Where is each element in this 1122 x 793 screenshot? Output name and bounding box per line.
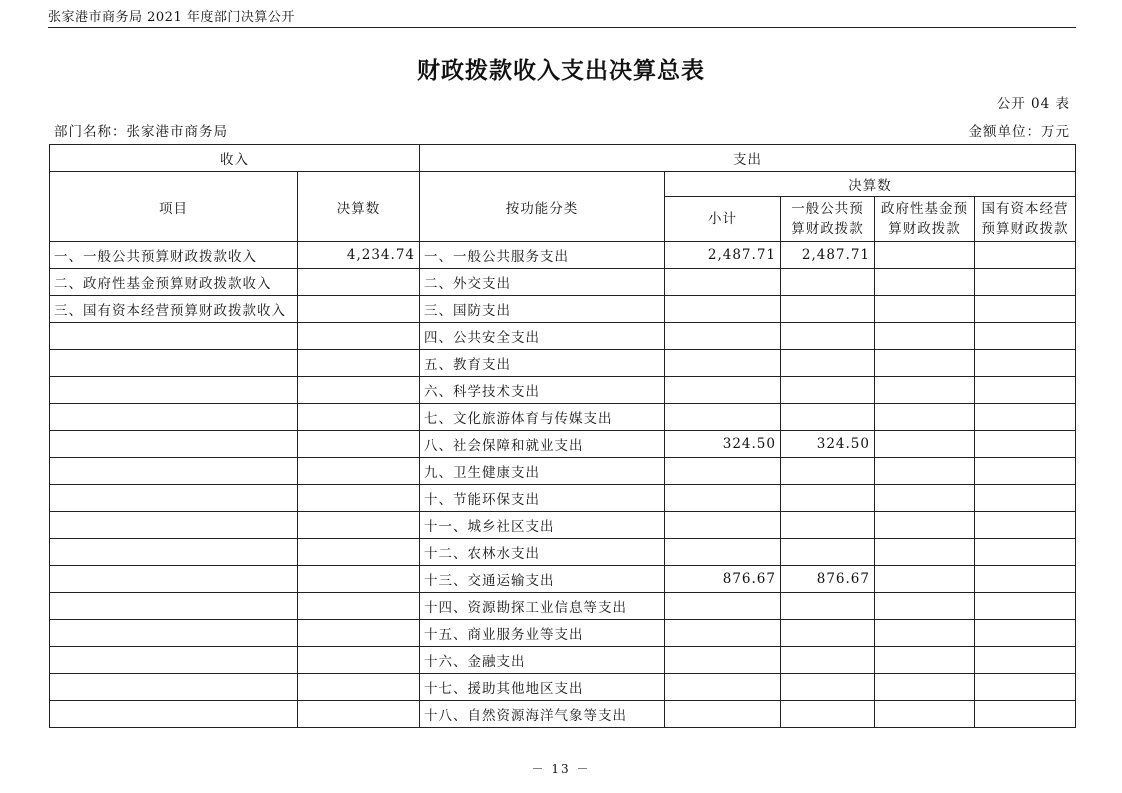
general-budget-cell [781,323,875,350]
expense-item-cell: 十四、资源勘探工业信息等支出 [420,593,665,620]
income-amount-cell [298,323,420,350]
expense-item-cell: 三、国防支出 [420,296,665,323]
income-amount-cell [298,701,420,728]
expense-item-cell: 二、外交支出 [420,269,665,296]
gov-fund-cell [875,674,975,701]
gov-fund-cell [875,620,975,647]
table-body [50,242,1076,728]
income-item-cell [50,323,298,350]
expense-item-cell: 九、卫生健康支出 [420,458,665,485]
gov-fund-cell [875,539,975,566]
general-budget-cell: 324.50 [781,431,875,458]
subtotal-cell [665,296,781,323]
subtotal-cell [665,674,781,701]
amount-unit: 金额单位：万元 [968,124,1070,140]
income-item-cell [50,431,298,458]
department-name: 部门名称：张家港市商务局 [54,124,228,140]
expense-item-cell: 十七、援助其他地区支出 [420,674,665,701]
state-capital-cell [975,485,1076,512]
income-item-cell: 二、政府性基金预算财政拨款收入 [50,269,298,296]
gov-fund-cell [875,350,975,377]
form-number: 公开 04 表 [996,96,1070,112]
expense-item-cell: 七、文化旅游体育与传媒支出 [420,404,665,431]
state-capital-cell [975,647,1076,674]
state-capital-cell [975,566,1076,593]
general-budget-cell [781,674,875,701]
state-capital-cell [975,539,1076,566]
state-capital-cell [975,242,1076,269]
gov-fund-cell [875,377,975,404]
table-row [50,242,1076,269]
gov-fund-cell [875,269,975,296]
table-row [50,512,1076,539]
gov-fund-cell [875,485,975,512]
expense-item-cell: 五、教育支出 [420,350,665,377]
general-budget-cell [781,269,875,296]
subtotal-cell [665,458,781,485]
general-budget-cell [781,458,875,485]
income-amount-cell [298,431,420,458]
general-budget-cell [781,350,875,377]
gov-fund-header: 政府性基金预算财政拨款 [875,197,975,242]
gov-fund-cell [875,296,975,323]
state-capital-cell [975,620,1076,647]
income-item-cell [50,701,298,728]
table-row [50,701,1076,728]
gov-fund-cell [875,647,975,674]
subtotal-header: 小计 [665,197,781,242]
table-row [50,674,1076,701]
final-amount-header: 决算数 [665,172,1076,197]
general-budget-cell [781,485,875,512]
table-row [50,566,1076,593]
income-item-cell [50,593,298,620]
income-item-cell [50,377,298,404]
general-budget-cell [781,620,875,647]
income-item-cell [50,647,298,674]
income-amount-cell [298,566,420,593]
table-row [50,485,1076,512]
expense-item-cell: 十三、交通运输支出 [420,566,665,593]
gov-fund-cell [875,593,975,620]
gov-fund-cell [875,323,975,350]
income-item-cell: 三、国有资本经营预算财政拨款收入 [50,296,298,323]
general-budget-cell [781,404,875,431]
table-row [50,647,1076,674]
subtotal-cell [665,512,781,539]
income-amount-cell [298,512,420,539]
gov-fund-cell [875,404,975,431]
income-amount-cell [298,647,420,674]
gov-fund-cell [875,242,975,269]
page-number: － 13 － [531,762,591,776]
income-item-cell [50,566,298,593]
income-amount-cell [298,674,420,701]
expense-item-cell: 四、公共安全支出 [420,323,665,350]
income-header: 收入 [50,145,420,172]
income-amount-cell: 4,234.74 [298,242,420,269]
income-amount-cell [298,485,420,512]
table-row [50,323,1076,350]
state-capital-cell [975,458,1076,485]
general-budget-cell [781,296,875,323]
subtotal-cell [665,647,781,674]
general-budget-cell: 2,487.71 [781,242,875,269]
general-budget-header: 一般公共预算财政拨款 [781,197,875,242]
general-budget-cell [781,701,875,728]
gov-fund-cell [875,458,975,485]
state-capital-cell [975,296,1076,323]
subtotal-cell [665,701,781,728]
income-item-cell [50,458,298,485]
state-capital-cell [975,431,1076,458]
state-capital-cell [975,512,1076,539]
state-capital-header: 国有资本经营预算财政拨款 [975,197,1076,242]
income-amount-header: 决算数 [298,172,420,242]
income-amount-cell [298,593,420,620]
gov-fund-cell [875,566,975,593]
page-title: 财政拨款收入支出决算总表 [417,58,705,84]
budget-table [49,144,1076,728]
table-row [50,377,1076,404]
income-item-cell [50,620,298,647]
expense-item-cell: 一、一般公共服务支出 [420,242,665,269]
subtotal-cell [665,620,781,647]
income-amount-cell [298,539,420,566]
income-item-cell [50,512,298,539]
expense-item-cell: 十、节能环保支出 [420,485,665,512]
income-amount-cell [298,377,420,404]
item-header: 项目 [50,172,298,242]
expense-header: 支出 [420,145,1076,172]
income-amount-cell [298,296,420,323]
income-amount-cell [298,350,420,377]
function-class-header: 按功能分类 [420,172,665,242]
income-item-cell: 一、一般公共预算财政拨款收入 [50,242,298,269]
general-budget-cell [781,593,875,620]
general-budget-cell [781,512,875,539]
table-row [50,404,1076,431]
expense-item-cell: 十二、农林水支出 [420,539,665,566]
table-row [50,458,1076,485]
expense-item-cell: 十八、自然资源海洋气象等支出 [420,701,665,728]
state-capital-cell [975,404,1076,431]
income-item-cell [50,539,298,566]
subtotal-cell: 324.50 [665,431,781,458]
gov-fund-cell [875,431,975,458]
subtotal-cell [665,323,781,350]
state-capital-cell [975,377,1076,404]
expense-item-cell: 十五、商业服务业等支出 [420,620,665,647]
state-capital-cell [975,593,1076,620]
subtotal-cell: 876.67 [665,566,781,593]
table-row [50,539,1076,566]
state-capital-cell [975,350,1076,377]
expense-item-cell: 十一、城乡社区支出 [420,512,665,539]
subtotal-cell [665,404,781,431]
income-amount-cell [298,404,420,431]
expense-item-cell: 六、科学技术支出 [420,377,665,404]
gov-fund-cell [875,701,975,728]
income-amount-cell [298,458,420,485]
state-capital-cell [975,701,1076,728]
general-budget-cell [781,377,875,404]
subtotal-cell [665,593,781,620]
subtotal-cell [665,269,781,296]
table-row [50,620,1076,647]
income-item-cell [50,350,298,377]
state-capital-cell [975,674,1076,701]
running-header: 张家港市商务局 2021 年度部门决算公开 [48,10,295,25]
state-capital-cell [975,269,1076,296]
header-rule [48,27,1076,28]
income-item-cell [50,404,298,431]
state-capital-cell [975,323,1076,350]
income-item-cell [50,485,298,512]
income-amount-cell [298,269,420,296]
subtotal-cell [665,485,781,512]
income-amount-cell [298,620,420,647]
gov-fund-cell [875,512,975,539]
table-row [50,431,1076,458]
subtotal-cell [665,377,781,404]
general-budget-cell [781,647,875,674]
table-row [50,269,1076,296]
table-row [50,350,1076,377]
general-budget-cell [781,539,875,566]
expense-item-cell: 十六、金融支出 [420,647,665,674]
expense-item-cell: 八、社会保障和就业支出 [420,431,665,458]
subtotal-cell: 2,487.71 [665,242,781,269]
subtotal-cell [665,539,781,566]
general-budget-cell: 876.67 [781,566,875,593]
subtotal-cell [665,350,781,377]
table-row [50,296,1076,323]
income-item-cell [50,674,298,701]
table-row [50,593,1076,620]
